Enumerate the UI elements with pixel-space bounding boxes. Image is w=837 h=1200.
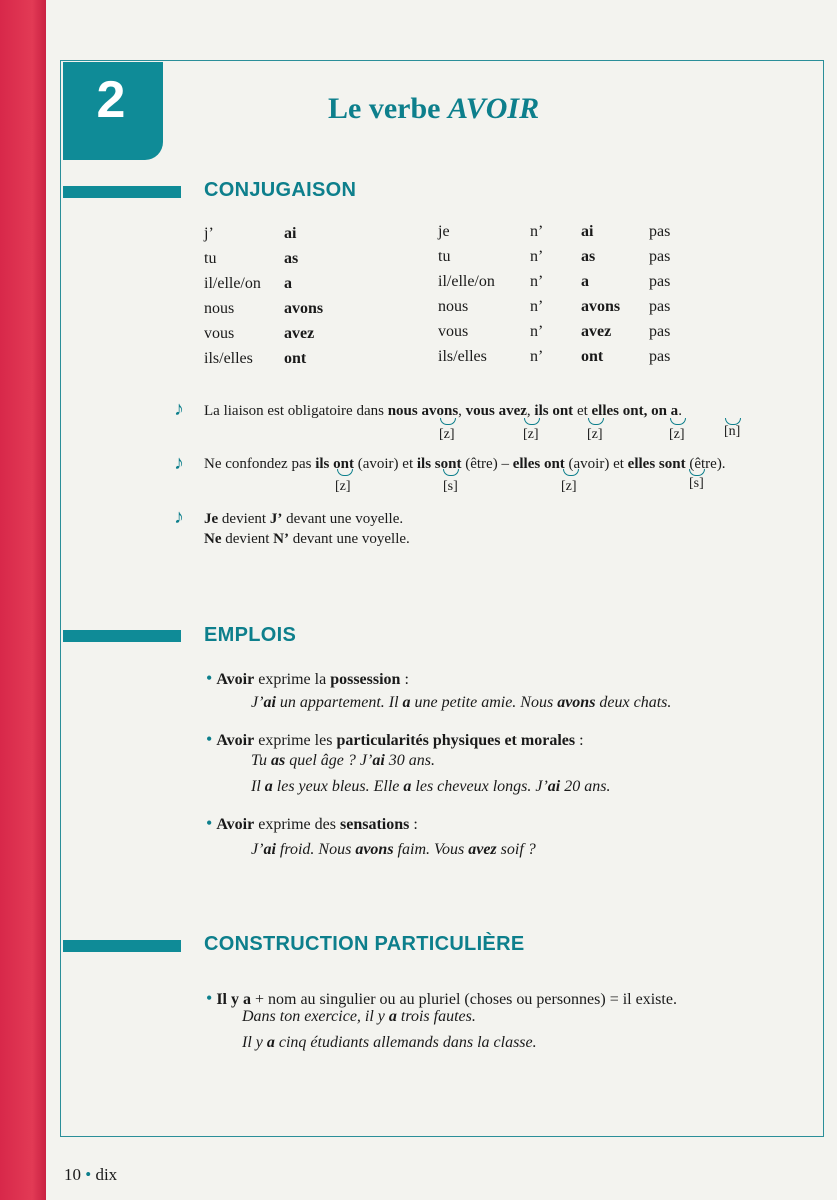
example-sentence (242, 1034, 537, 1052)
example-bold: ai (263, 841, 276, 858)
heading-text: : (409, 816, 418, 833)
rule-text: + nom au singulier ou au pluriel (choses ou personnes) = il existe. (250, 991, 677, 1008)
note-text: (être) – (461, 456, 513, 472)
bullet-dot: • (85, 1165, 92, 1184)
example-bold: as (271, 752, 286, 769)
note-text: , (526, 403, 535, 419)
example-bold: a (403, 778, 412, 795)
note-bold: nous avons (387, 403, 459, 419)
heading-bold: Avoir (216, 671, 255, 688)
example-text: les cheveux longs. J’ (411, 778, 548, 795)
music-note-icon: ♪ (174, 452, 184, 474)
verb-form: ont (284, 350, 307, 367)
heading-bold: possession (330, 671, 401, 688)
negation-pas: pas (649, 248, 671, 265)
example-text: froid. Nous (275, 841, 356, 858)
section-heading-conjugaison: CONJUGAISON (204, 179, 357, 201)
verb-form: as (581, 248, 596, 265)
example-text: Dans ton exercice, il y (242, 1008, 389, 1025)
note-bold: ils ont (534, 403, 574, 419)
example-bold: ai (547, 778, 561, 795)
negation-pas: pas (649, 298, 671, 315)
example-text: 20 ans. (560, 778, 611, 795)
example-bold: avez (468, 841, 497, 858)
heading-text: exprime des (254, 816, 340, 833)
bullet-dot: • (206, 813, 213, 833)
negation-ne: n’ (530, 348, 544, 365)
heading-bold: sensations (339, 816, 410, 833)
verb-form: avez (284, 325, 315, 342)
verb-form: avons (284, 300, 324, 317)
heading-bold: Avoir (216, 816, 255, 833)
pronoun: nous (204, 300, 235, 317)
note-bold: J’ (269, 511, 283, 527)
phonetic-symbol: [z] (587, 427, 603, 442)
example-text: trois fautes. (396, 1008, 476, 1025)
chapter-number-box (63, 62, 163, 160)
chapter-number: 2 (96, 71, 126, 129)
note-text: , (458, 403, 466, 419)
example-text: 30 ans. (384, 752, 436, 769)
music-note-icon: ♪ (174, 506, 184, 528)
example-bold: avons (557, 694, 596, 711)
page-number: 10 (64, 1165, 81, 1184)
verb-form: avons (581, 298, 621, 315)
negation-pas: pas (649, 273, 671, 290)
note-text: (être). (685, 456, 726, 472)
negative-pronouns (438, 219, 495, 369)
example-text: deux chats. (595, 694, 672, 711)
phonetic-symbol: [s] (443, 479, 458, 494)
example-sentence (242, 1008, 476, 1026)
page-footer (64, 1165, 117, 1185)
negation-pas: pas (649, 348, 671, 365)
note-bold: ils sont (416, 456, 462, 472)
example-bold: ai (372, 752, 385, 769)
emploi-heading (206, 668, 409, 689)
example-sentence (251, 778, 610, 796)
note-bold: N’ (273, 531, 289, 547)
negation-ne: n’ (530, 223, 544, 240)
phonetic-symbol: [z] (669, 427, 685, 442)
negation-pas: pas (649, 323, 671, 340)
verb-form: a (581, 273, 589, 290)
negative-pas (649, 219, 670, 369)
example-text: Tu (251, 752, 272, 769)
example-text: un appartement. Il (275, 694, 403, 711)
phonetic-symbol: [z] (523, 427, 539, 442)
verb-form: ai (284, 225, 297, 242)
rule-bold: Il y a (216, 991, 251, 1008)
pronoun: tu (438, 248, 451, 265)
page-number-word: dix (95, 1165, 118, 1184)
note-bold: elles ont, on a (591, 403, 679, 419)
example-bold: ai (263, 694, 276, 711)
note-text: (avoir) et (353, 456, 417, 472)
verb-form: ai (581, 223, 594, 240)
verb-form: ont (581, 348, 604, 365)
note-text: devient (218, 511, 270, 527)
note-bold: vous avez (465, 403, 527, 419)
pronoun: il/elle/on (204, 275, 261, 292)
example-text: Il y (242, 1034, 267, 1051)
side-color-band (0, 0, 46, 1200)
heading-text: exprime la (254, 671, 331, 688)
example-bold: a (402, 694, 411, 711)
negative-verbs (581, 219, 620, 369)
pronoun: ils/elles (438, 348, 487, 365)
phonetic-symbol: [n] (724, 424, 741, 439)
example-bold: a (264, 778, 273, 795)
note-bold: elles sont (627, 456, 686, 472)
negation-ne: n’ (530, 323, 544, 340)
note-text: La liaison est obligatoire dans (204, 403, 388, 419)
phonetic-symbol: [z] (439, 427, 455, 442)
example-bold: a (388, 1008, 397, 1025)
pronoun: tu (204, 250, 217, 267)
note-bold: Ne (204, 531, 222, 547)
example-text: J’ (251, 841, 264, 858)
example-text: faim. Vous (393, 841, 469, 858)
note-text: devant une voyelle. (288, 531, 410, 547)
pronoun: ils/elles (204, 350, 253, 367)
example-bold: a (266, 1034, 275, 1051)
note-text: devient (221, 531, 274, 547)
example-text: quel âge ? J’ (285, 752, 373, 769)
note-bold: Je (204, 511, 219, 527)
phonetic-symbol: [z] (335, 479, 351, 494)
title-prefix: Le verbe (328, 92, 448, 125)
bullet-dot: • (206, 988, 213, 1008)
section-heading-construction: CONSTRUCTION PARTICULIÈRE (204, 933, 525, 955)
example-text: les yeux bleus. Elle (272, 778, 404, 795)
negative-ne (530, 219, 543, 369)
music-note-icon: ♪ (174, 398, 184, 420)
negation-pas: pas (649, 223, 671, 240)
verb-form: avez (581, 323, 612, 340)
heading-bold: Avoir (216, 732, 255, 749)
pronoun: j’ (204, 225, 214, 242)
title-verb: AVOIR (447, 92, 540, 125)
bullet-dot: • (206, 729, 213, 749)
example-sentence (251, 752, 435, 770)
note-text: (avoir) et (564, 456, 628, 472)
verb-form: a (284, 275, 292, 292)
example-bold: avons (355, 841, 394, 858)
affirmative-pronouns (204, 221, 261, 371)
note-text: Ne confondez pas (204, 456, 316, 472)
note-text: devant une voyelle. (282, 511, 404, 527)
phonetic-symbol: [s] (689, 476, 704, 491)
note-bold: ils ont (315, 456, 354, 472)
emploi-heading (206, 729, 584, 750)
negation-ne: n’ (530, 273, 544, 290)
pronoun: vous (438, 323, 469, 340)
heading-bold: particularités physiques et morales (336, 732, 576, 749)
note-text: . (678, 403, 682, 419)
example-text: cinq étudiants allemands dans la classe. (274, 1034, 537, 1051)
example-text: soif ? (496, 841, 536, 858)
note-text: et (573, 403, 592, 419)
construction-rule (206, 988, 677, 1009)
elision-note-line1 (204, 511, 403, 528)
section-bar-conjugaison (63, 186, 181, 198)
section-heading-emplois: EMPLOIS (204, 624, 297, 646)
example-text: une petite amie. Nous (410, 694, 558, 711)
heading-text: exprime les (254, 732, 337, 749)
pronoun: nous (438, 298, 469, 315)
affirmative-verbs (284, 221, 323, 371)
pronoun: vous (204, 325, 235, 342)
negation-ne: n’ (530, 248, 544, 265)
heading-text: : (400, 671, 409, 688)
pronoun: je (438, 223, 450, 240)
example-sentence (251, 694, 671, 712)
pronoun: il/elle/on (438, 273, 495, 290)
emploi-heading (206, 813, 418, 834)
confusion-note (204, 456, 726, 473)
bullet-dot: • (206, 668, 213, 688)
example-text: Il (251, 778, 265, 795)
negation-ne: n’ (530, 298, 544, 315)
elision-note-line2 (204, 531, 410, 548)
note-bold: elles ont (512, 456, 565, 472)
phonetic-symbol: [z] (561, 479, 577, 494)
section-bar-construction (63, 940, 181, 952)
verb-form: as (284, 250, 299, 267)
example-sentence (251, 841, 536, 859)
section-bar-emplois (63, 630, 181, 642)
heading-text: : (575, 732, 584, 749)
example-text: J’ (251, 694, 264, 711)
page-title (328, 92, 539, 126)
